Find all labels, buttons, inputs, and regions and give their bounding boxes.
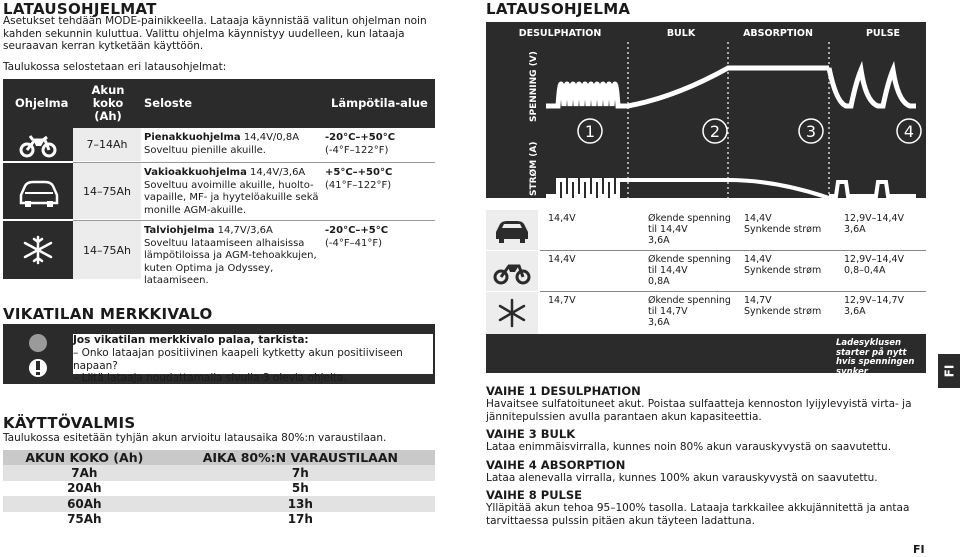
table-cell: 75Ah [67,512,102,527]
capacity-cell: 14–75Ah [73,163,141,219]
table-cell: 5h [291,481,309,496]
stage-value: Økende spenning til 14,4V 3,6A [648,213,731,246]
stage-title: VAIHE 4 ABSORPTION [486,457,626,472]
col-time: AIKA 80%:N VARAUSTILAAN [166,450,435,465]
program-text: Soveltuu pienille akuille. [144,144,266,156]
snowflake-icon [486,292,538,334]
stage-number [703,119,727,143]
stage-title: VAIHE 8 PULSE [486,488,583,502]
phase-label: PULSE [865,28,901,39]
stage-title: VAIHE 3 BULK [486,427,576,441]
charge-time-table [3,450,435,527]
stage-value: 12,9V–14,7V 3,6A [844,295,905,317]
page-title: LATAUSOHJELMAT [3,0,157,18]
temp-c: +5°C–+50°C [325,167,393,178]
table-cell: 13h [166,496,435,512]
fault-title: VIKATILAN MERKKIVALO [3,305,213,323]
header-temperature: Lämpötila-alue [331,96,428,110]
stage-value: 14,4V Synkende strøm [744,254,822,276]
car-icon [486,210,538,250]
table-cell: 7Ah [3,465,166,481]
table-cell: 17h [287,512,313,527]
table-cell: 7h [166,465,435,481]
icon-cell [486,292,538,334]
temp-f: (-4°F–122°F) [325,144,389,156]
temp-c: -20°C–+5°C [325,225,389,236]
header-program: Ohjelma [15,96,69,110]
stage-row [486,210,926,250]
stage-descriptions [486,384,926,527]
capacity-cell: 14–75Ah [73,221,141,279]
fault-lead: Jos vikatilan merkkivalo palaa, tarkista: [73,334,309,346]
stage-number [799,119,823,143]
program-table-header [3,79,435,128]
program-spec: 14,4V/3,6A [250,167,306,178]
temperature-cell [325,167,430,192]
stage-value: 14,7V [548,295,576,306]
page-footer: FI [913,543,925,556]
header-description: Seloste [144,96,193,110]
y-label-voltage: SPENNING (V) [529,51,539,122]
stage-text: Ylläpitää akun tehoa 95–100% tasolla. Lataaja tarkkailee akkujännitettä ja antaa tarvittaessa pulssin pitäen akun täyteen ladattuna. [486,502,910,527]
svg-text:1: 1 [584,122,596,141]
temp-f: (-4°F–41°F) [325,237,383,249]
program-row [3,221,435,286]
stage-title: VAIHE 1 DESULPHATION [486,384,641,398]
stage-value: 12,9V–14,4V 3,6A [844,213,905,235]
stage-number [897,119,921,143]
table-cell: 60Ah [3,496,166,512]
stage-text: Lataa alenevalla virralla, kunnes 100% akun varauskyvystä on saavutettu. [486,471,878,484]
restart-note-bar [486,334,926,377]
y-label-current: STRØM (A) [529,141,539,196]
stage-value: Økende spenning til 14,7V 3,6A [648,295,731,328]
motorcycle-icon [3,128,73,161]
svg-text:4: 4 [903,122,915,141]
program-text: Soveltuu avoimille akuille, huolto-vapaille, MF- ja hyytelöakuille sekä monille AGM-akuille. [144,179,319,216]
charge-curves [486,22,926,198]
program-name: Vakioakkuohjelma [144,167,247,178]
svg-text:3: 3 [805,122,817,141]
phase-label: DESULPHATION [518,28,602,39]
fault-item: – Liitä lataaja noudattamalla sivulla 3 olevia ohjeita. [73,372,347,384]
icon-cell [486,251,538,291]
intro-text: Asetukset tehdään MODE-painikkeella. Lataaja käynnistää valitun ohjelman noin kahden sekunnin kuluttua. Valittu ohjelma käynnistyy uudelleen, kun lataaja seuraavan kerran kytketään käyttöön. [3,15,427,52]
program-row [3,163,435,219]
stage-row [486,251,926,291]
stage-value: 14,4V [548,213,576,224]
temp-c: -20°C–+50°C [325,132,396,143]
phase-label: BULK [666,28,696,39]
col-capacity: AKUN KOKO (Ah) [3,450,166,465]
ready-title: KÄYTTÖVALMIS [3,414,136,432]
stage-value: 12,9V–14,4V 0,8–0,4A [844,254,905,276]
motorcycle-icon [486,251,538,291]
stage-value: Økende spenning til 14,4V 0,8A [648,254,731,287]
icon-cell [486,210,538,250]
temperature-cell [325,225,430,250]
icon-cell [3,128,73,161]
description-cell [144,225,324,288]
phase-label: ABSORPTION [743,28,813,39]
table-intro: Taulukossa selostetaan eri latausohjelmat: [3,61,227,73]
description-cell [144,167,324,217]
description-cell [144,132,324,157]
program-text: Soveltuu lataamiseen alhaisissa lämpötiloissa ja AGM-tehoakkujen, kuten Optima ja Odyssey, lataamiseen. [144,237,317,286]
capacity-cell: 7–14Ah [73,128,141,161]
program-row [3,128,435,161]
temperature-cell [325,132,430,157]
temp-f: (41°F–122°F) [325,179,392,191]
car-icon [3,163,73,219]
program-spec: 14,4V/0,8A [243,132,300,143]
ready-text: Taulukossa esitetään tyhjän akun arvioitu latausaika 80%:n varaustilaan. [3,432,387,444]
stage-value: 14,4V [548,254,576,265]
program-name: Pienakkuohjelma [144,132,241,143]
stage-text: Havaitsee sulfatoituneet akut. Poistaa sulfaatteja kennoston lyijylevyistä virta- ja jännitepulssien avulla parantaen akun kapasiteettia. [486,398,912,423]
svg-text:2: 2 [709,122,721,141]
language-tab: FI [938,354,960,388]
indicator-light-icon [27,332,49,380]
stage-row [486,292,926,334]
stage-value: 14,7V Synkende strøm [744,295,822,317]
icon-cell [3,163,73,219]
fault-item: – Onko lataajan positiivinen kaapeli kytketty akun positiiviseen napaan? [73,347,403,372]
restart-note: Ladesyklusen starter på nytt hvis spenningen synker [836,338,915,377]
stage-text: Lataa enimmäisvirralla, kunnes noin 80% akun varauskyvystä on saavutettu. [486,441,892,453]
charge-diagram [486,22,926,198]
header-capacity: Akun koko (Ah) [91,83,125,123]
program-name: Talviohjelma [144,225,215,236]
chart-title: LATAUSOHJELMA [486,0,631,18]
stage-value: 14,4V Synkende strøm [744,213,822,235]
fault-text [73,334,433,384]
snowflake-icon [3,221,73,279]
icon-cell [3,221,73,279]
program-spec: 14,7V/3,6A [217,225,273,236]
table-cell: 20Ah [67,481,102,496]
stage-number [578,119,602,143]
